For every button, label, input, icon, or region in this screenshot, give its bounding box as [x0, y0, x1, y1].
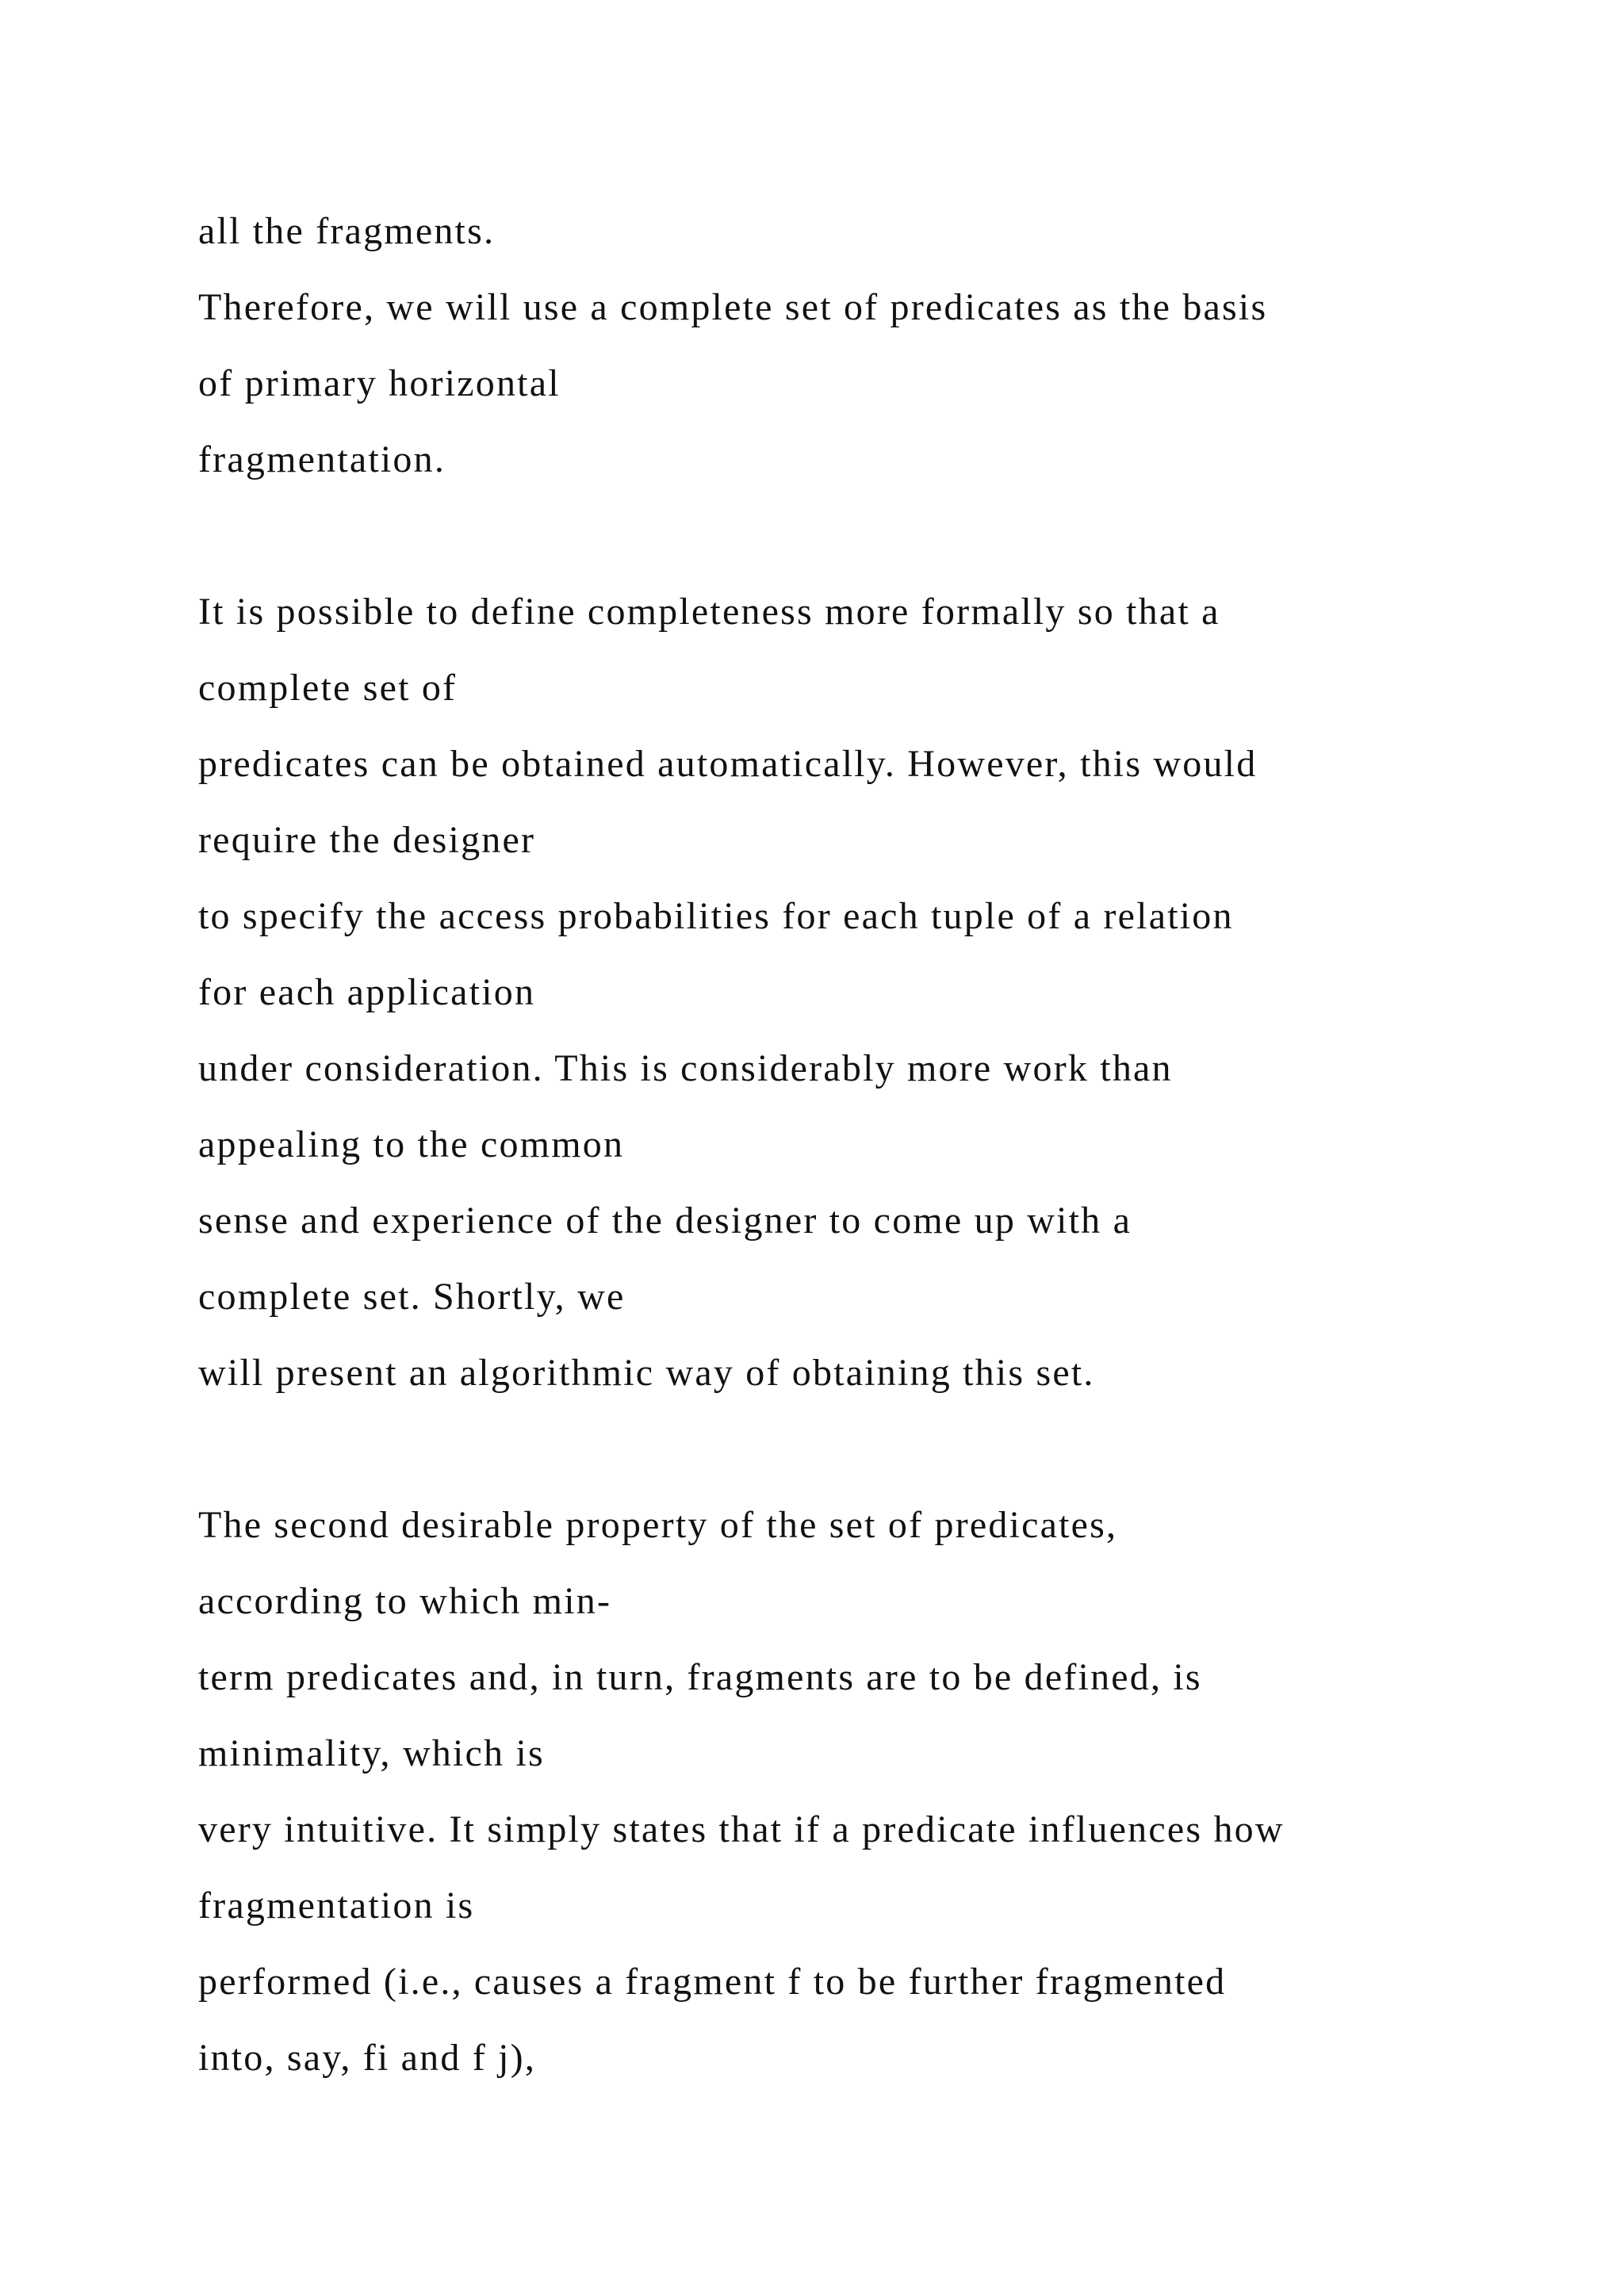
text-line: into, say, fi and f j), — [198, 2037, 537, 2079]
text-line: Therefore, we will use a complete set of predicates as the basis — [198, 286, 1268, 328]
text-line: according to which min- — [198, 1580, 612, 1622]
paragraph-3 — [198, 1487, 1562, 2096]
paragraph-2 — [198, 574, 1562, 1411]
text-line: minimality, which is — [198, 1732, 545, 1774]
text-line: fragmentation. — [198, 438, 446, 480]
paragraph-1 — [198, 193, 1562, 498]
text-line: sense and experience of the designer to come up with a — [198, 1200, 1132, 1242]
text-line: performed (i.e., causes a fragment f to be further fragmented — [198, 1961, 1227, 2003]
text-line: will present an algorithmic way of obtaining this set. — [198, 1352, 1095, 1394]
document-body — [198, 193, 1562, 2096]
text-line: predicates can be obtained automatically. However, this would — [198, 743, 1258, 785]
text-line: for each application — [198, 971, 536, 1013]
paragraph-spacer — [198, 1411, 1562, 1487]
text-line: very intuitive. It simply states that if a predicate influences how — [198, 1808, 1285, 1850]
text-line: term predicates and, in turn, fragments are to be defined, is — [198, 1656, 1202, 1698]
text-line: appealing to the common — [198, 1123, 625, 1165]
text-line: under consideration. This is considerably more work than — [198, 1047, 1173, 1089]
text-line: of primary horizontal — [198, 362, 561, 404]
text-line: complete set. Shortly, we — [198, 1276, 626, 1318]
text-line: require the designer — [198, 819, 536, 861]
paragraph-spacer — [198, 498, 1562, 574]
text-line: complete set of — [198, 667, 458, 709]
text-line: to specify the access probabilities for each tuple of a relation — [198, 895, 1234, 937]
text-line: The second desirable property of the set of predicates, — [198, 1504, 1118, 1546]
text-line: fragmentation is — [198, 1885, 475, 1927]
text-line: It is possible to define completeness more formally so that a — [198, 591, 1220, 633]
text-line: all the fragments. — [198, 210, 496, 252]
